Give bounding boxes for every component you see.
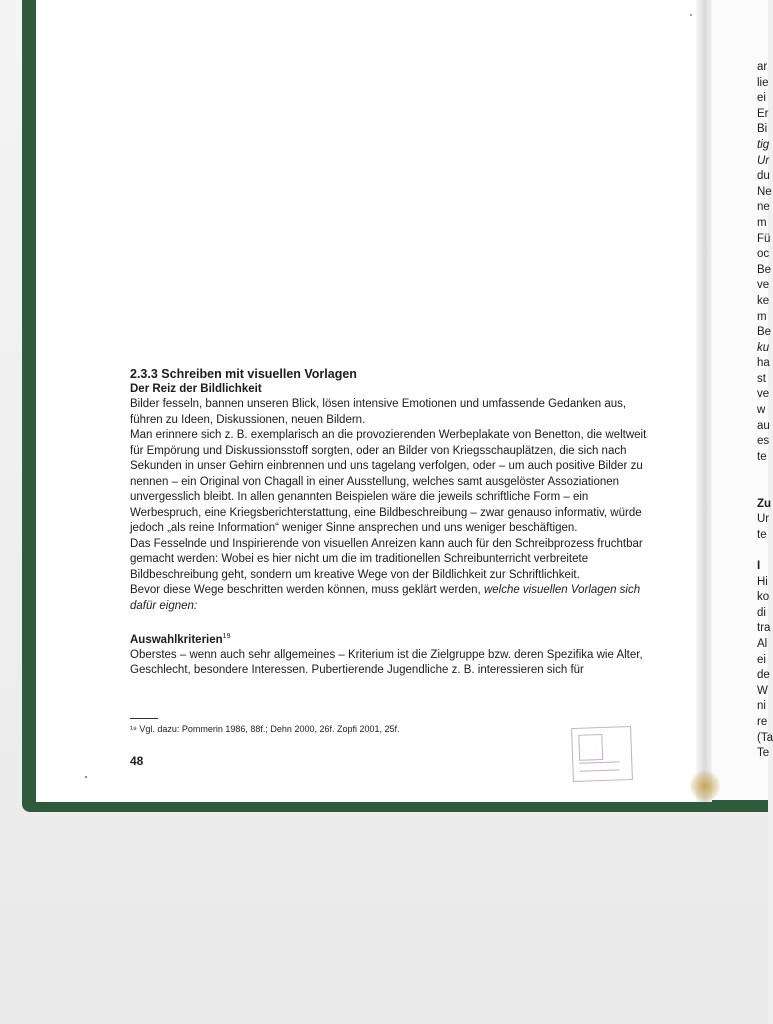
- right-fragment: Al: [757, 637, 768, 650]
- footnote: ¹⁹ Vgl. dazu: Pommerin 1986, 88f.; Dehn 2000, 26f. Zopfi 2001, 25f.: [130, 724, 400, 734]
- right-page-text: [757, 60, 773, 762]
- main-text-block: [130, 366, 660, 679]
- right-fragment: ni: [757, 700, 766, 713]
- footnote-rule: [130, 718, 158, 719]
- right-fragment: m: [757, 216, 767, 229]
- right-fragment: oc: [757, 248, 770, 261]
- right-fragment: Te: [757, 747, 770, 760]
- right-fragment: lie: [757, 76, 769, 89]
- right-fragment: di: [757, 606, 766, 619]
- paragraph-1: Bilder fesseln, bannen unseren Blick, lösen intensive Emotionen und umfassende Gedanken aus, führen zu Ideen, Diskussionen, neuen Bildern.: [130, 398, 627, 426]
- paragraph-3: Das Fesselnde und Inspirierende von visuellen Anreizen kann auch für den Schreibprozess fruchtbar gemacht werden: Wobei es hier nicht um die im traditionellen Schreibunterricht verbreitete Bildbeschreibung geht, sondern um kreative Wege von der Bildlichkeit zur Schriftlichkeit.: [130, 537, 643, 581]
- right-fragment: tra: [757, 622, 771, 635]
- paragraph-4-italic: welche visuellen Vorlagen sich dafür eignen:: [130, 584, 641, 612]
- right-fragment: ve: [757, 279, 770, 292]
- footnote-mark: 19: [222, 633, 231, 640]
- right-fragment: te: [757, 450, 767, 463]
- right-fragment: Zu: [757, 497, 772, 510]
- paragraph-4: [130, 583, 660, 614]
- right-fragment: Fü: [757, 232, 771, 245]
- right-fragment: du: [757, 170, 770, 183]
- dust-speck: [85, 776, 87, 778]
- right-fragment: Hi: [757, 575, 768, 588]
- right-fragment: I: [757, 560, 761, 572]
- right-fragment: tig: [757, 138, 770, 151]
- right-fragment: ko: [757, 591, 770, 604]
- right-fragment: ve: [757, 388, 770, 401]
- right-fragment: Be: [757, 326, 772, 339]
- stamp-line: [580, 769, 620, 771]
- right-fragment: ne: [757, 201, 770, 214]
- right-fragment: Ur: [757, 154, 770, 167]
- stamp-line: [579, 761, 619, 763]
- right-fragment: Bi: [757, 123, 768, 136]
- stamp-box-icon: [578, 734, 603, 761]
- right-fragment: m: [757, 310, 767, 323]
- subheading-bildlichkeit: Der Reiz der Bildlichkeit: [130, 383, 262, 395]
- right-fragment: w: [757, 404, 766, 417]
- right-fragment: es: [757, 435, 770, 448]
- right-fragment: W: [757, 684, 768, 697]
- subheading-auswahlkriterien: [130, 629, 660, 648]
- right-fragment: (Ta: [757, 731, 773, 744]
- paragraph-2: Man erinnere sich z. B. exemplarisch an die provozierenden Werbeplakate von Benetton, die weltweit für Empörung und Diskussionsstoff sorgten, oder an Bilder von Kriegsschauplätzen, die sich nach Sekunden in unser Gehirn einbrennen und uns tagelang verfolgen, oder – um auch positive Bilder zu nennen – ein Original von Chagall in einer Ausstellung, welches samt ausgelöster Assoziationen unvergesslich bleibt. In allen genannten Beispielen wäre die jeweils schriftliche Form – ein Werbespruch, eine Kriegsberichterstattung, eine Bildbeschreibung – zwar genauso informativ, würde jedoch „als reine Information“ weniger Sinne ansprechen und uns weniger beschäftigen.: [130, 429, 647, 534]
- section-heading: 2.3.3 Schreiben mit visuellen Vorlagen: [130, 367, 357, 381]
- right-fragment: te: [757, 528, 767, 541]
- page-stain: [690, 770, 720, 802]
- right-fragment: ke: [757, 294, 770, 307]
- criteria-paragraph: Oberstes – wenn auch sehr allgemeines – Kriterium ist die Zielgruppe bzw. deren Spezifika wie Alter, Geschlecht, besondere Interessen. Pubertierende Jugendliche z. B. interessieren sich für: [130, 648, 643, 677]
- right-fragment: re: [757, 715, 768, 728]
- page-number: 48: [130, 754, 144, 768]
- dust-speck: [690, 14, 692, 16]
- right-fragment: ku: [757, 341, 770, 354]
- right-fragment: de: [757, 669, 770, 682]
- right-fragment: Ne: [757, 185, 772, 198]
- right-fragment: ar: [757, 61, 768, 73]
- right-fragment: Ur: [757, 513, 770, 526]
- subheading-auswahlkriterien-text: Auswahlkriterien: [130, 633, 223, 646]
- book-gutter: [696, 0, 712, 802]
- paragraph-4-text: Bevor diese Wege beschritten werden können, muss geklärt werden,: [130, 584, 484, 596]
- library-stamp: [571, 726, 633, 782]
- right-fragment: Be: [757, 263, 772, 276]
- right-fragment: ha: [757, 357, 770, 370]
- right-fragment: ei: [757, 653, 766, 666]
- right-fragment: ei: [757, 92, 766, 105]
- right-fragment: au: [757, 419, 770, 432]
- right-fragment: st: [757, 372, 766, 385]
- right-fragment: Er: [757, 107, 769, 120]
